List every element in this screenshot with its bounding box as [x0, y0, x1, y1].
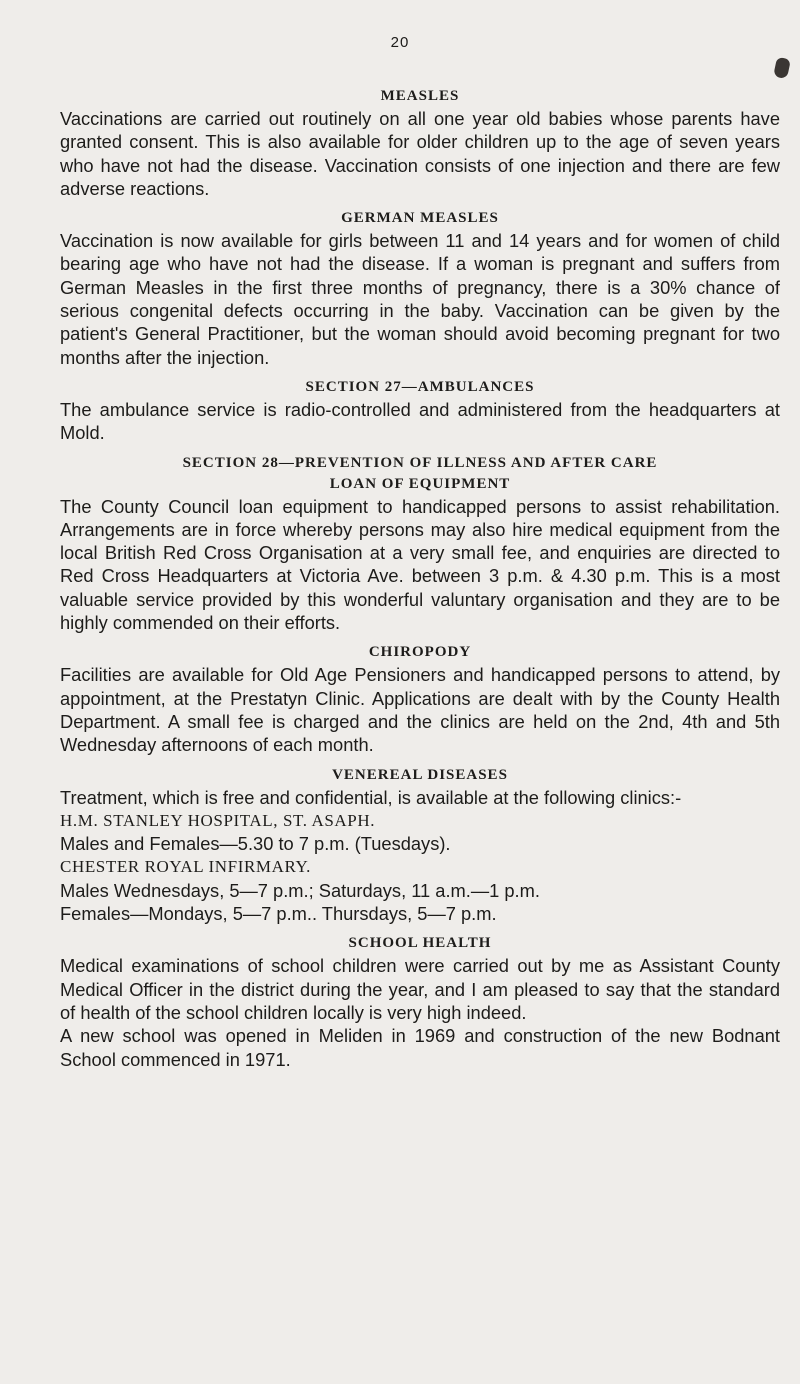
paragraph-measles: Vaccinations are carried out routinely on all one year old babies whose parents have granted consent. This is also available for older children up to the age of seven years who have not had the disease. Vaccination consists of one injection and there are few adverse reactions.	[60, 108, 780, 199]
heading-measles: MEASLES	[380, 88, 460, 104]
subheading-loan-of-equipment: LOAN OF EQUIPMENT	[329, 475, 511, 492]
paragraph-chiropody: Facilities are available for Old Age Pensioners and handicapped persons to attend, by appointment, at the Prestatyn Clinic. Applications are dealt with by the County Health Department. A small fee is charged and the clinics are held on the 2nd, 4th and 5th Wednesday afternoons of each month.	[60, 664, 780, 756]
clinic-1-name: H.M. STANLEY HOSPITAL, ST. ASAPH.	[60, 810, 376, 830]
page-number: 20	[390, 34, 410, 51]
heading-ambulances: SECTION 27—AMBULANCES	[305, 378, 535, 395]
clinic-2-females-hours: Females—Mondays, 5—7 p.m.. Thursdays, 5—7 p.m.	[60, 903, 497, 925]
paragraph-school-health-2: A new school was opened in Meliden in 1969 and construction of the new Bodnant School commenced in 1971.	[60, 1025, 780, 1070]
paragraph-german-measles: Vaccination is now available for girls between 11 and 14 years and for women of child bearing age who have not had the disease. If a woman is pregnant and suffers from German Measles in the first three months of pregnancy, there is a 30% chance of serious congenital defects occurring in the baby. Vaccination can be given by the patient's General Practitioner, but the woman should avoid becoming pregnant for two months after the injection.	[60, 230, 780, 368]
paragraph-ambulances: The ambulance service is radio-controlled and administered from the headquarters at Mold.	[60, 398, 780, 444]
heading-prevention: SECTION 28—PREVENTION OF ILLNESS AND AFTER CARE	[182, 454, 658, 471]
heading-german-measles: GERMAN MEASLES	[341, 210, 499, 227]
paragraph-loan-of-equipment: The County Council loan equipment to handicapped persons to assist rehabilitation. Arrangements are in force whereby persons may also hire medical equipment from the local British Red Cross Organisation at a very small fee, and enquiries are directed to Red Cross Headquarters at Victoria Ave. between 3 p.m. & 4.30 p.m. This is a most valuable service provided by this wonderful valuntary organisation and they are to be highly commended on their efforts.	[60, 495, 780, 634]
corner-ink-mark	[773, 57, 791, 79]
paragraph-school-health-1: Medical examinations of school children were carried out by me as Assistant County Medical Officer in the district during the year, and I am pleased to say that the standard of health of the school children locally is very high indeed.	[60, 955, 780, 1023]
heading-chiropody: CHIROPODY	[368, 644, 472, 661]
clinic-2-name: CHESTER ROYAL INFIRMARY.	[60, 857, 312, 877]
heading-school-health: SCHOOL HEALTH	[348, 935, 492, 952]
clinic-1-hours: Males and Females—5.30 to 7 p.m. (Tuesdays).	[60, 833, 451, 855]
page-content	[60, 86, 780, 1071]
clinic-2-males-hours: Males Wednesdays, 5—7 p.m.; Saturdays, 11 a.m.—1 p.m.	[60, 879, 540, 901]
heading-venereal-diseases: VENEREAL DISEASES	[332, 766, 508, 783]
paragraph-venereal-diseases: Treatment, which is free and confidential, is available at the following clinics:-	[60, 786, 682, 808]
